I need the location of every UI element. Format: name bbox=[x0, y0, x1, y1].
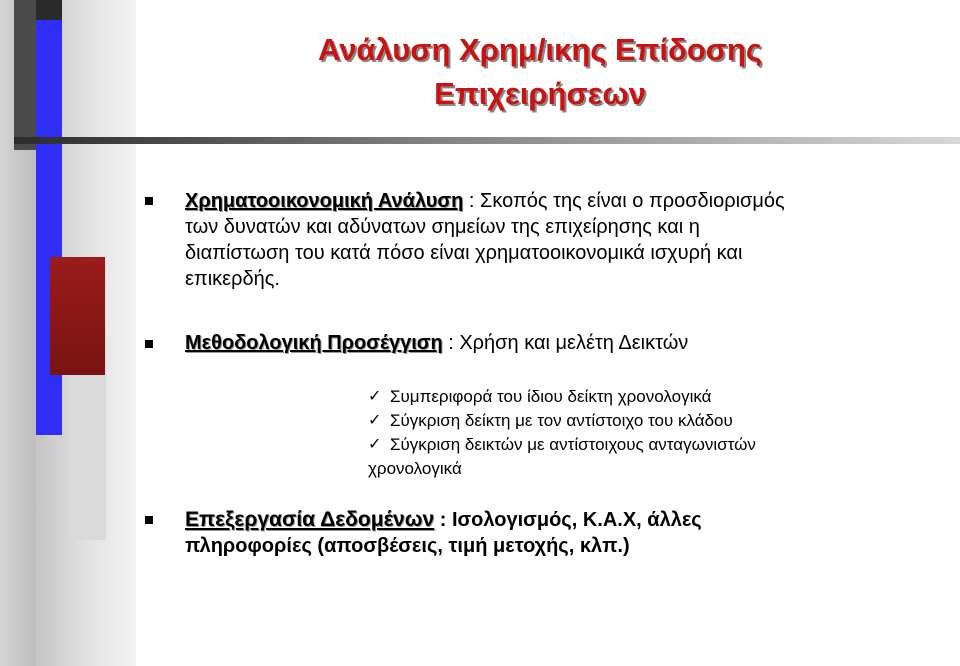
bullet-analysis bbox=[185, 188, 805, 292]
bullet-text: : Σκοπός της είναι ο προσδιορισμός των δυνατών και αδύνατων σημείων της επιχείρησης και η διαπίστωση του κατά πόσο είναι χρηματοοικονομικά ισχυρή και επικερδής. bbox=[185, 190, 785, 290]
bullet-data-processing bbox=[185, 507, 805, 559]
decor-black-bar bbox=[14, 0, 36, 150]
title-line-1: Ανάλυση Χρημ/ικης Επίδοσης bbox=[317, 32, 763, 67]
checkmark-icon: ✓ bbox=[368, 436, 382, 453]
methodology-sub-list bbox=[368, 385, 756, 481]
checkmark-icon: ✓ bbox=[368, 388, 382, 405]
bullet-heading: Χρηματοοικονομική Ανάλυση bbox=[185, 190, 464, 212]
decor-black-cap bbox=[36, 0, 62, 20]
bullet-text: : Χρήση και μελέτη Δεικτών bbox=[442, 332, 689, 354]
bullet-heading: Μεθοδολογική Προσέγγιση bbox=[185, 332, 443, 354]
title-line-2: Επιχειρήσεων bbox=[434, 76, 646, 111]
list-item: ✓ Σύγκριση δείκτη με τον αντίστοιχο του κλάδου bbox=[368, 409, 756, 433]
square-bullet-icon bbox=[145, 340, 153, 348]
square-bullet-icon bbox=[145, 516, 153, 524]
square-bullet-icon bbox=[145, 197, 153, 205]
list-item: ✓ Σύγκριση δεικτών με αντίστοιχους ανταγωνιστών bbox=[368, 433, 756, 457]
list-item: ✓ Συμπεριφορά του ίδιου δείκτη χρονολογικά bbox=[368, 385, 756, 409]
decor-horizontal-rule bbox=[14, 137, 960, 144]
checkmark-icon: ✓ bbox=[368, 412, 382, 429]
bullet-methodology bbox=[185, 330, 805, 356]
bullet-text: : Ισολογισμός, Κ.Α.Χ, άλλες πληροφορίες (αποσβέσεις, τιμή μετοχής, κλπ.) bbox=[185, 509, 702, 557]
slide-title bbox=[180, 28, 900, 116]
bullet-heading: Επεξεργασία Δεδομένων bbox=[185, 508, 435, 531]
decor-red-block bbox=[50, 257, 105, 375]
list-item-continuation: χρονολογικά bbox=[368, 459, 462, 478]
